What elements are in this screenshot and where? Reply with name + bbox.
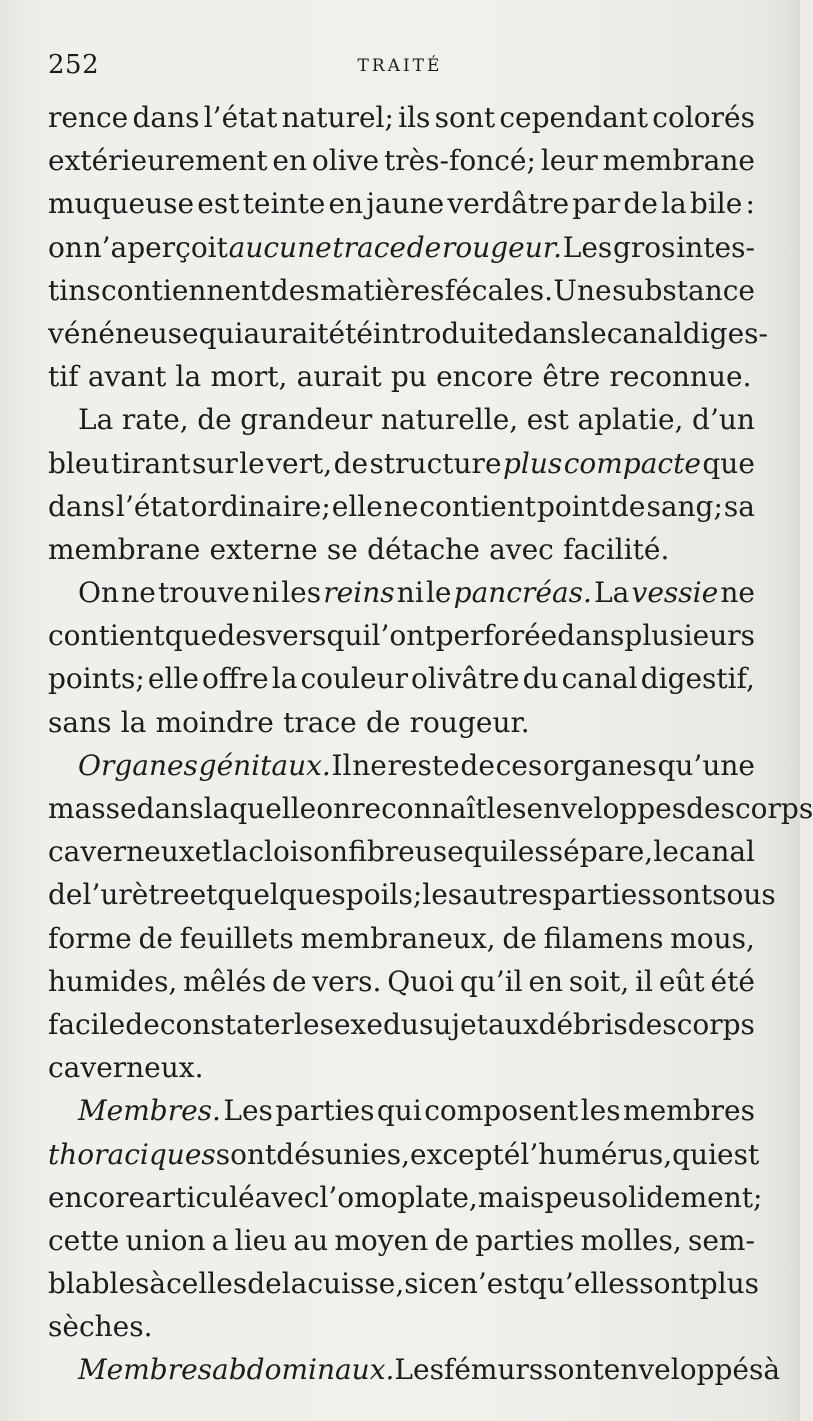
text-line [48,1219,755,1262]
word: sèches. [48,1310,153,1344]
word: sur [191,446,238,480]
word: en [328,187,364,221]
word: encore [436,360,534,394]
word: union [125,1223,206,1257]
word: d’un [692,403,755,437]
word: de [138,921,173,955]
word: quelques [217,878,346,912]
word: mêlés [183,964,267,998]
italic-word: compacte [563,446,701,480]
word: sont [434,101,496,134]
word: corps [734,792,813,825]
italic-word: de [406,230,442,264]
word: de [247,1267,282,1301]
word: plusieurs [624,619,755,653]
word: structure [369,446,502,480]
italic-word: abdominaux. [212,1353,395,1387]
word: vert, [266,446,333,480]
word: substance [612,273,755,307]
word: de [610,489,646,523]
word: molles, [580,1223,682,1257]
word: contiennent [101,273,271,307]
word: rence [48,101,129,134]
word: Les [394,1353,444,1387]
word: ni [252,576,280,610]
text-line [48,1089,755,1132]
word: été [328,316,373,350]
word: lieu [234,1223,288,1257]
word: qu’elles [528,1267,640,1301]
word: gros [613,230,676,264]
word: ordinaire; [190,489,331,523]
word: blables [48,1267,150,1301]
word: Les [562,230,613,264]
word: reste [387,748,460,782]
word: vers [266,619,327,653]
word: celles [166,1267,248,1301]
word: organes [542,748,657,782]
word: ne [720,576,755,610]
word: mais [477,1180,545,1214]
word: de [197,403,232,437]
word: de [460,748,495,782]
word: feuillets [179,921,294,955]
word: ne [352,748,387,782]
word: sang; [646,489,723,523]
word: articulé [145,1180,255,1214]
word: avec [254,1180,320,1214]
word: le [581,316,607,350]
word: les [486,792,527,825]
text-line [48,1046,755,1089]
word: caverneux. [48,1051,204,1085]
word: aurait [243,316,329,350]
word: cependant [499,101,649,134]
word: humides, [48,964,178,998]
word: Les [223,1094,273,1128]
word: désunies, [276,1137,411,1171]
word: On [78,576,119,610]
word: et [189,878,218,912]
italic-word: pancréas. [453,576,592,610]
word: membrane [602,144,755,178]
italic-word: Membres. [78,1094,221,1128]
word: l’humérus, [520,1137,673,1171]
word: le [653,835,679,869]
word: très-foncé; [383,144,536,178]
word: encore [48,1180,146,1214]
word: dans [514,316,582,350]
word: n’est [459,1267,529,1301]
word: les [580,1094,621,1128]
text-line [48,1003,755,1046]
word: à [149,1267,167,1301]
word: la [175,360,202,394]
word: si [404,1267,428,1301]
word: verdâtre [447,187,570,221]
text-line [48,571,755,614]
word: on [48,230,83,264]
word: olive [311,144,380,178]
word: offre [201,662,269,696]
word: sont [639,1267,700,1301]
word: du [522,662,559,696]
word: de [434,1223,469,1257]
page-header [48,50,752,80]
word: autres [462,878,553,912]
word: grandeur [240,403,373,437]
word: cuisse, [307,1267,405,1301]
word: excepté [410,1137,521,1171]
word: ils [398,101,431,134]
word: détache [367,532,480,566]
word: de [365,705,401,739]
text-line [48,442,755,485]
italic-word: reins [323,576,395,610]
word: on [316,792,352,825]
word: sont [651,878,713,912]
word: sa [723,489,755,523]
word: contient [419,489,537,523]
word: de [333,446,369,480]
word: canal [561,662,638,696]
word: qu’une [657,748,755,782]
word: dans [136,792,204,825]
word: de [48,878,83,912]
word: être [542,360,601,394]
word: l’ont [371,619,436,653]
word: de [623,187,658,221]
page-number: 252 [48,50,100,80]
word: avant [87,360,167,394]
text-line [48,312,768,355]
word: vénéneuse [48,316,199,350]
word: en [528,964,564,998]
word: aurait [296,360,382,394]
word: le [425,576,452,610]
word: dans [132,101,200,134]
word: des [270,273,320,307]
italic-word: thoraciques [48,1137,216,1171]
word: extérieurement [48,144,268,178]
word: sujet [419,1007,488,1041]
word: reconnaît [351,792,487,825]
word: facile [48,1007,126,1041]
word: membrane [48,532,201,566]
text-line [48,960,755,1003]
word: points; [48,662,145,696]
text-line [48,830,755,873]
word: mort, [210,360,288,394]
italic-word: Membres [78,1353,213,1387]
word: masse [48,792,137,825]
word: l’état [203,101,278,134]
word: les [508,835,549,869]
italic-word: rougeur. [441,230,562,264]
word: trouve [157,576,250,610]
word: parties [552,878,652,912]
italic-word: plus [502,446,563,480]
body-text [48,96,813,1392]
word: tif [48,360,79,394]
word: enveloppés [603,1353,764,1387]
word: se [326,532,358,566]
word: sexe [319,1007,383,1041]
word: sépare, [548,835,654,869]
text-line [48,139,755,182]
word: bleu [48,446,110,480]
word: laquelle [203,792,317,825]
italic-word: trace [332,230,406,264]
word: corps [676,1007,755,1041]
word: digestif, [640,662,755,696]
word: moindre [155,705,274,739]
word: caverneux [48,835,195,869]
word: qui [198,316,244,350]
word: mous, [670,921,755,955]
text-line [48,398,755,441]
word: le [239,446,265,480]
word: forme [48,921,132,955]
text-line [48,1262,760,1305]
text-line [48,1176,763,1219]
word: naturel; [281,101,394,134]
word: la [120,705,147,739]
word: de [272,964,307,998]
text-line [48,787,813,830]
italic-word: vessie [631,576,719,610]
word: tins [48,273,101,307]
word: parties [475,1223,575,1257]
word: fémurs [443,1353,544,1387]
word: intes- [676,230,755,264]
text-line [48,96,755,139]
text-line [48,269,755,312]
word: muqueuse [48,187,195,221]
word: membres [623,1094,755,1128]
word: filamens [543,921,664,955]
word: membraneux, [300,921,496,955]
word: débris [538,1007,628,1041]
word: jaune [366,187,445,221]
word: parties [275,1094,375,1128]
word: qui [376,1094,422,1128]
word: au [293,1223,329,1257]
text-line [48,182,755,225]
word: trace [283,705,357,739]
word: ne [121,576,156,610]
text-line [48,917,755,960]
word: par [572,187,621,221]
word: externe [209,532,318,566]
word: la [222,835,249,869]
word: sem- [687,1223,755,1257]
text-line [48,1305,755,1348]
word: contient [48,619,165,653]
word: diges- [682,316,768,350]
word: tirant [110,446,191,480]
word: reconnue. [609,360,752,394]
italic-word: génitaux. [198,748,331,782]
word: l’omoplate, [319,1180,478,1214]
text-line [48,744,755,787]
word: enveloppes [526,792,687,825]
word: facilité. [563,532,670,566]
word: peu [544,1180,597,1214]
text-line [48,657,755,700]
word: dans [48,489,116,523]
word: Une [553,273,612,307]
word: cloison [248,835,349,869]
word: été [710,964,755,998]
word: ce [427,1267,460,1301]
word: La [594,576,630,610]
word: naturelle, [380,403,519,437]
word: plus [699,1267,760,1301]
word: La [78,403,114,437]
word: l’urètre [82,878,190,912]
word: cette [48,1223,120,1257]
word: à [763,1353,781,1387]
word: pu [390,360,427,394]
text-line [48,873,776,916]
word: qui [672,1137,718,1171]
word: des [627,1007,677,1041]
word: rate, [121,403,189,437]
word: les [281,576,322,610]
word: et [194,835,223,869]
word: ces [495,748,543,782]
word: Il [331,748,352,782]
word: introduite [372,316,515,350]
word: dans [557,619,625,653]
text-line [48,701,755,744]
word: sous [712,878,776,912]
word: sont [543,1353,604,1387]
word: ni [396,576,424,610]
word: perforée [435,619,558,653]
word: elle [331,489,383,523]
word: moyen [334,1223,429,1257]
word: est [717,1137,760,1171]
word: de [502,921,537,955]
word: canal [606,316,683,350]
word: bile [689,187,743,221]
word: vers. [312,964,382,998]
word: sont [215,1137,277,1171]
word: Quoi [387,964,455,998]
word: qui [326,619,372,653]
running-head: TRAITÉ [357,56,443,76]
word: aux [487,1007,539,1041]
word: point [536,489,611,523]
word: teinte [242,187,326,221]
word: fécales. [444,273,553,307]
word: que [164,619,218,653]
word: : [745,187,755,221]
word: colorés [652,101,755,134]
word: des [217,619,267,653]
word: il [635,964,653,998]
word: constater [159,1007,294,1041]
word: qui [463,835,509,869]
word: l’état [116,489,190,523]
word: en [272,144,307,178]
word: rougeur. [409,705,530,739]
word: de [125,1007,160,1041]
text-line [48,485,755,528]
word: la [661,187,687,221]
word: matières [320,273,445,307]
word: a [211,1223,229,1257]
word: est [197,187,240,221]
text-line [48,226,755,269]
word: sans [48,705,112,739]
word: la [271,662,298,696]
text-line [48,614,755,657]
text-line [48,1133,760,1176]
word: soit, [568,964,630,998]
word: ne [383,489,419,523]
text-line [48,355,755,398]
word: aplatie, [577,403,684,437]
italic-word: Organes [78,748,198,782]
word: des [686,792,735,825]
word: avec [489,532,554,566]
text-line [48,528,755,571]
word: les [422,878,463,912]
italic-word: aucune [228,230,332,264]
word: couleur [300,662,408,696]
word: le [294,1007,320,1041]
word: que [702,446,755,480]
word: elle [147,662,199,696]
word: leur [540,144,598,178]
word: canal [678,835,755,869]
word: poils; [345,878,423,912]
word: n’aperçoit [83,230,228,264]
word: du [382,1007,419,1041]
word: solidement; [596,1180,763,1214]
text-line [48,1348,781,1391]
word: qu’il [459,964,523,998]
word: olivâtre [411,662,520,696]
word: la [281,1267,308,1301]
word: composent [424,1094,579,1128]
word: est [526,403,569,437]
word: eût [658,964,705,998]
word: fibreuse [348,835,464,869]
